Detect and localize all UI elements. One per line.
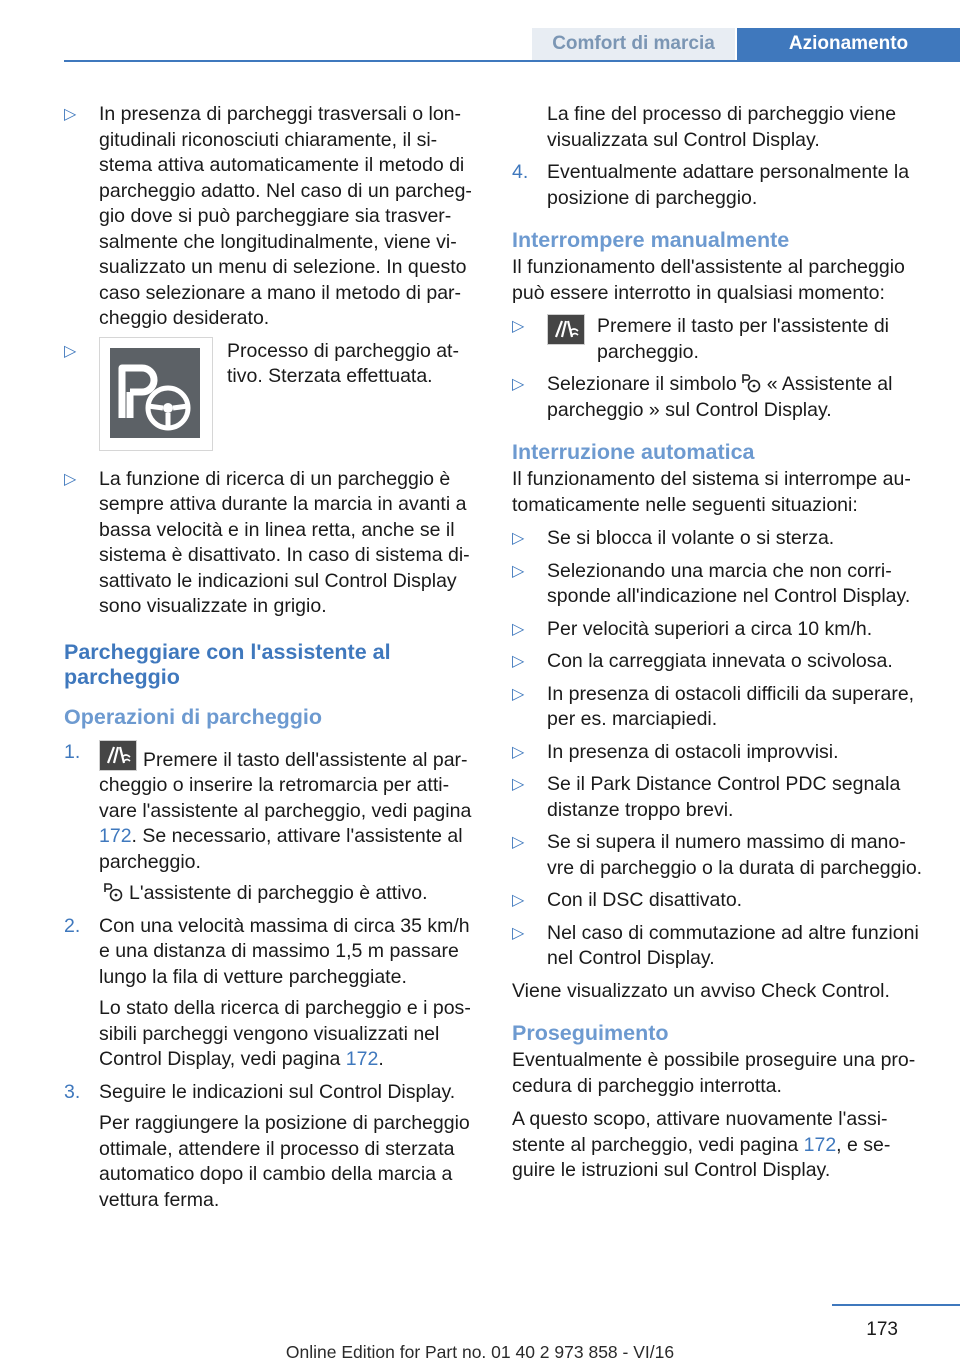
step-number: 3. (64, 1080, 81, 1103)
park-assist-steering-icon (99, 337, 213, 451)
park-assist-symbol-icon (103, 882, 123, 902)
bullet-marker: ▷ (512, 318, 525, 335)
list-item (512, 682, 926, 733)
page-number: 173 (866, 1319, 898, 1340)
bullet-text: Processo di parcheggio attivo. Sterzata effettuata. (227, 339, 459, 387)
header-section-tab: Comfort di marcia (532, 28, 735, 60)
list-item (512, 830, 926, 881)
bullet-item (512, 314, 926, 365)
bullet-marker: ▷ (512, 685, 525, 703)
list-item (512, 772, 926, 823)
auto-stop-list (512, 526, 926, 972)
right-column (512, 102, 926, 1192)
bullet-marker: ▷ (512, 376, 525, 393)
bullet-item (64, 339, 476, 457)
step-number: 4. (512, 161, 529, 183)
bullet-marker: ▷ (64, 342, 77, 360)
bullet-marker: ▷ (512, 892, 525, 909)
page-link[interactable]: 172 (803, 1133, 837, 1156)
paragraph: Il funzionamento del sistema si interrompe automaticamente nelle seguenti situazioni: (512, 468, 911, 516)
park-assist-symbol-icon (741, 373, 761, 393)
bullet-marker: ▷ (512, 620, 525, 638)
bullet-text: Nel caso di commutazione ad altre funzioni nel Control Display. (547, 921, 919, 969)
page-link[interactable]: 172 (99, 825, 132, 847)
bullet-text: In presenza di ostacoli difficili da superare, per es. marciapiedi. (547, 682, 915, 730)
edition-line: Online Edition for Part no. 01 40 2 973 858 - VI/16 (285, 1342, 675, 1362)
subheading-auto-stop: Interruzione automatica (512, 440, 755, 464)
bullet-item (512, 372, 926, 423)
subheading-manual-stop: Interrompere manualmente (512, 228, 790, 252)
step-text: Con una velocità massima di circa 35 km/h e una distanza di massimo 1,5 m passare lungo la fila di vetture parcheggiate. (99, 914, 470, 988)
list-item (512, 617, 926, 643)
list-item (512, 559, 926, 610)
step-text: Premere il tasto dell'assistente al parcheggio o inserire la retromarcia per attivare l'assistente al parcheggio, vedi pagina 172. Se necessario, attivare l'assistente al parcheggio. (99, 740, 476, 876)
bullet-text: In presenza di ostacoli improvvisi. (547, 740, 839, 763)
list-item (512, 921, 926, 972)
bullet-text: La funzione di ricerca di un parcheggio è sempre attiva durante la marcia in avanti a bassa velocità e in linea retta, anche se il sistema è disattivato. In caso di sistema disattivato le indicazioni sul Control Display sono visualizzate in grigio. (99, 467, 470, 617)
bullet-marker: ▷ (64, 470, 77, 488)
step-text: Eventualmente adattare personalmente la posizione di parcheggio. (547, 161, 910, 209)
bullet-item (64, 467, 476, 620)
step-text: Per raggiungere la posizione di parcheggio ottimale, attendere il processo di sterzata automatico dopo il cambio della marcia a vettura ferma. (99, 1112, 470, 1211)
bullet-text: Selezionando una marcia che non corrisponde all'indicazione nel Control Display. (547, 559, 911, 607)
list-item (512, 740, 926, 766)
paragraph: Eventualmente è possibile proseguire una procedura di parcheggio interrotta. (512, 1049, 916, 1097)
bullet-text: Con il DSC disattivato. (547, 889, 743, 911)
step-item (64, 740, 476, 907)
bullet-marker: ▷ (512, 924, 525, 942)
bullet-text: Premere il tasto per l'assistente di parcheggio. (547, 314, 926, 365)
bullet-text: Selezionare il simbolo « Assistente al parcheggio » sul Control Display. (547, 373, 893, 421)
bullet-marker: ▷ (512, 776, 525, 793)
park-assist-button-icon (99, 740, 137, 771)
paragraph: A questo scopo, attivare nuovamente l'assistente al parcheggio, vedi pagina 172, e seguire le istruzioni sul Control Display. (512, 1108, 891, 1181)
section-heading-parking: Parcheggiare con l'assistente al parcheggio (64, 639, 391, 689)
park-assist-button-icon (547, 314, 585, 345)
left-column (64, 102, 476, 1220)
bullet-marker: ▷ (512, 653, 525, 670)
bullet-item (64, 102, 476, 332)
subheading-parking-ops: Operazioni di parcheggio (64, 704, 323, 729)
bullet-text: In presenza di parcheggi trasversali o longitudinali riconosciuti chiaramente, il sistema attiva automaticamente il metodo di parcheggio adatto. Nel caso di un parcheggio dove si può parcheggiare sia trasversalmente che longitudinalmente, viene visualizzato un menu di selezione. In questo caso selezionare a mano il metodo di parcheggio desiderato. (99, 103, 472, 329)
step-text: Seguire le indicazioni sul Control Display. (99, 1080, 456, 1103)
bullet-text: Se si blocca il volante o si sterza. (547, 527, 835, 549)
paragraph: Il funzionamento dell'assistente al parcheggio può essere interrotto in qualsiasi momento: (512, 256, 905, 304)
step-text: Lo stato della ricerca di parcheggio e i possibili parcheggi vengono visualizzati nel Control Display, vedi pagina 172. (99, 997, 471, 1070)
step-number: 2. (64, 914, 81, 937)
bullet-text: Per velocità superiori a circa 10 km/h. (547, 617, 873, 640)
bullet-marker: ▷ (64, 106, 77, 123)
footer-rule (832, 1304, 960, 1306)
subheading-continue: Proseguimento (512, 1021, 669, 1045)
list-item (512, 526, 926, 552)
paragraph: Viene visualizzato un avviso Check Control. (512, 979, 890, 1002)
step-number: 1. (64, 740, 81, 763)
header-rule (64, 60, 960, 62)
page-link[interactable]: 172 (345, 1048, 379, 1070)
list-item (512, 888, 926, 914)
step-item (64, 914, 476, 1073)
step-item (512, 160, 926, 211)
bullet-marker: ▷ (512, 530, 525, 547)
bullet-text: Se si supera il numero massimo di manovre di parcheggio o la durata di parcheggio. (547, 831, 923, 879)
bullet-marker: ▷ (512, 834, 525, 851)
bullet-text: Con la carreggiata innevata o scivolosa. (547, 650, 893, 672)
step-text: La fine del processo di parcheggio viene visualizzata sul Control Display. (547, 103, 897, 151)
step-continuation (512, 102, 926, 153)
list-item (512, 649, 926, 675)
step-item (64, 1080, 476, 1214)
bullet-marker: ▷ (512, 562, 525, 580)
bullet-text: Se il Park Distance Control PDC segnala distanze troppo brevi. (547, 773, 901, 821)
header-chapter-tab: Azionamento (737, 28, 960, 60)
bullet-marker: ▷ (512, 743, 525, 761)
step-note: L'assistente di parcheggio è attivo. (99, 881, 476, 907)
